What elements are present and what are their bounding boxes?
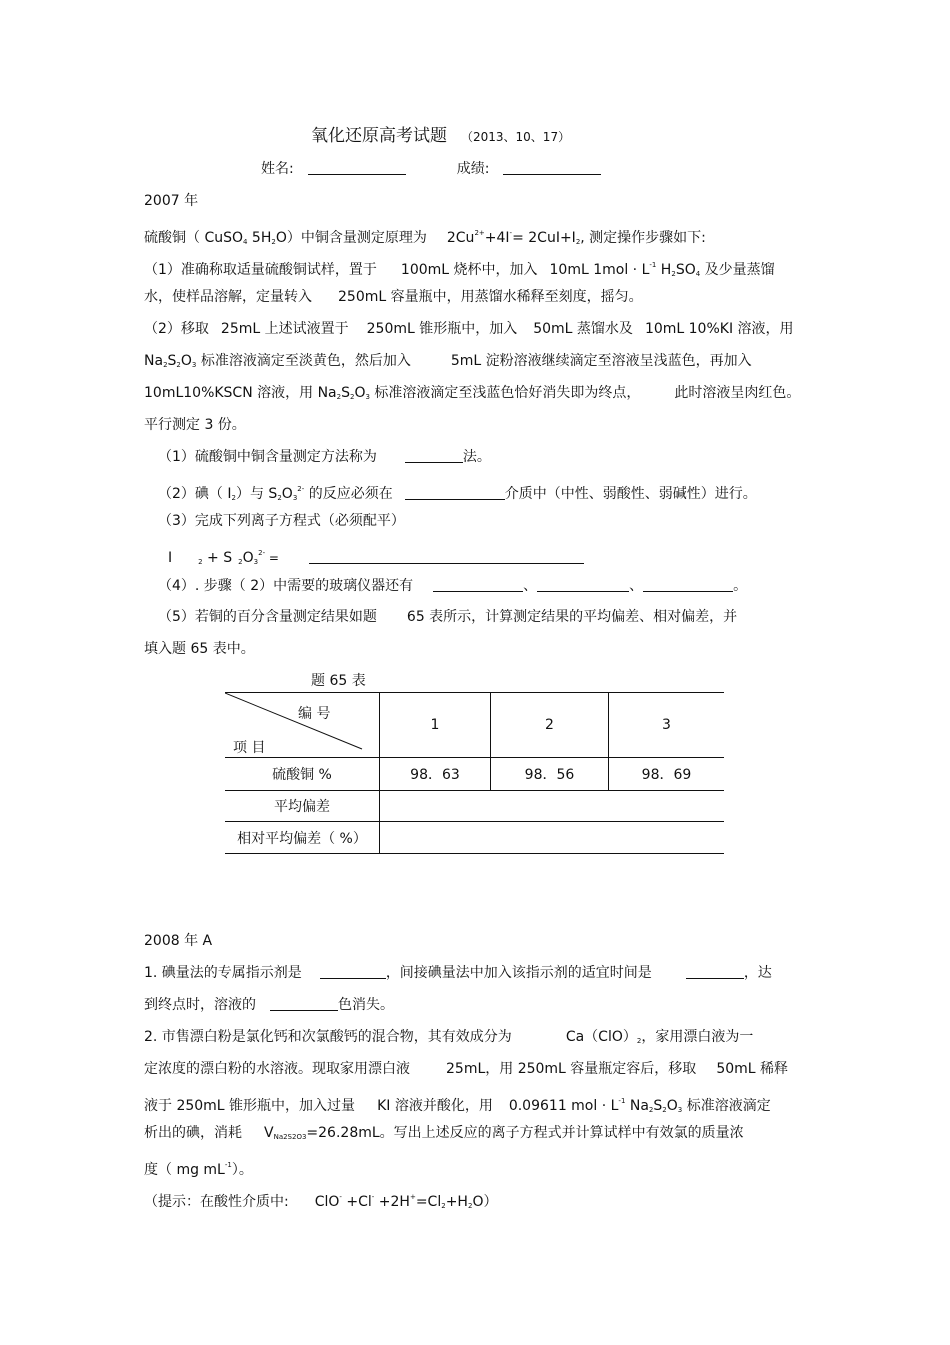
sup: -1 [224, 1161, 232, 1169]
text: 色消失。 [338, 997, 394, 1013]
text: 标准溶液滴定至淡黄色，然后加入 [196, 353, 411, 369]
sup: - [509, 229, 513, 237]
sub: 2 [176, 361, 181, 369]
column-header-2: 2 [491, 693, 609, 758]
sub: 3 [292, 494, 298, 502]
problem-2-line5 [144, 1156, 253, 1179]
text: ，家用漂白液为一 [641, 1029, 754, 1045]
page-title [311, 127, 570, 146]
text: S [167, 353, 177, 369]
question-4 [158, 577, 747, 595]
text: （4）. 步骤（ 2）中需要的玻璃仪器还有 [158, 578, 414, 594]
text: 25mL，用 250mL 容量瓶定容后，移取 [446, 1061, 697, 1077]
text: + S [202, 550, 233, 566]
text: （2）移取 [144, 321, 209, 337]
text: S [653, 1098, 663, 1114]
text: O [281, 486, 293, 502]
header-number-label: 编 号 [298, 706, 331, 722]
sup: + [409, 1193, 416, 1201]
sub: 2 [238, 558, 243, 566]
sub: 2 [467, 1202, 473, 1210]
intro-text-d: 2Cu [446, 230, 475, 246]
text: 65 表所示，计算测定结果的平均偏差、相对偏差，并 [406, 609, 738, 625]
text: ，达 [743, 965, 772, 981]
text: 定浓度的漂白粉的水溶液。现取家用漂白液 [144, 1061, 410, 1077]
text: 2. 市售漂白粉是氯化钙和次氯酸钙的混合物，其有效成分为 [144, 1029, 512, 1045]
sup: 2- [297, 485, 305, 493]
text: 液于 250mL 锥形瓶中，加入过量 [144, 1098, 356, 1114]
name-blank[interactable] [308, 160, 406, 175]
text: ClO [314, 1194, 340, 1210]
text: 法。 [462, 449, 491, 465]
text: O） [472, 1194, 498, 1210]
intro-text-e: +4I [484, 230, 510, 246]
text: O [180, 353, 192, 369]
table-cell: 98．56 [491, 758, 609, 791]
sub: 2 [277, 494, 282, 502]
sub: 2 [198, 558, 203, 566]
text: （1）硫酸铜中铜含量测定方法称为 [158, 449, 377, 465]
header-item-label: 项 目 [233, 740, 266, 756]
text: I [168, 550, 173, 566]
text: 的反应必须在 [304, 486, 393, 502]
sub: 2 [271, 238, 276, 246]
step1-line1 [144, 256, 775, 283]
text: 介质中（中性、弱酸性、弱碱性）进行。 [504, 486, 757, 502]
intro-text-g: , 测定操作步骤如下: [580, 230, 706, 246]
text: KI 溶液并酸化，用 [377, 1098, 493, 1114]
problem-2-line4 [144, 1124, 744, 1146]
title-text: 氧化还原高考试题 [311, 126, 447, 146]
sub: 3 [365, 393, 370, 401]
results-table [225, 692, 724, 854]
table-row [225, 791, 724, 822]
intro-text-a: 硫酸铜（ CuSO [144, 230, 244, 246]
equation-blank[interactable] [309, 549, 584, 564]
score-blank[interactable] [503, 160, 601, 175]
answer-blank[interactable] [270, 996, 338, 1011]
question-3: （3）完成下列离子方程式（必须配平） [158, 513, 405, 529]
text: 水，使样品溶解，定量转入 [144, 289, 312, 305]
table-row [225, 822, 724, 854]
sup: - [339, 1193, 342, 1201]
text: 。 [733, 578, 748, 594]
answer-blank[interactable] [433, 577, 523, 592]
problem-1-line1 [144, 964, 772, 982]
table-cell: 98．63 [380, 758, 491, 791]
text: O [354, 385, 366, 401]
sub: 4 [243, 238, 248, 246]
sub: 4 [695, 270, 701, 278]
text: S [341, 385, 350, 401]
text: ）与 S [235, 486, 278, 502]
text: （提示：在酸性介质中: [144, 1194, 289, 1210]
sub: 3 [253, 558, 259, 566]
table-row [225, 758, 724, 791]
text: 、 [523, 578, 538, 594]
row-label: 相对平均偏差（ %） [225, 822, 380, 854]
text: = [265, 551, 279, 565]
text: 250mL 锥形瓶中，加入 [366, 321, 518, 337]
text: +Cl [341, 1194, 372, 1210]
text: =26.28mL。写出上述反应的离子方程式并计算试样中有效氯的质量浓 [306, 1125, 744, 1141]
table-header-row [225, 693, 724, 758]
text: 10mL10%KSCN 溶液，用 Na [144, 385, 337, 401]
text: 250mL 容量瓶中，用蒸馏水稀释至刻度，摇匀。 [338, 289, 643, 305]
text: 、 [629, 578, 644, 594]
text: 10mL 10%KI 溶液，用 [644, 321, 794, 337]
text: H [656, 262, 672, 278]
sub: 2 [231, 494, 236, 502]
sub: 2 [350, 393, 355, 401]
question-1 [158, 448, 491, 466]
answer-blank[interactable] [537, 577, 629, 592]
sub: 2 [575, 238, 581, 246]
answer-blank[interactable] [686, 964, 744, 979]
answer-cell[interactable] [380, 822, 725, 854]
answer-blank[interactable] [643, 577, 733, 592]
text: （1）准确称取适量硫酸铜试样，置于 [144, 262, 377, 278]
text: ）。 [231, 1162, 253, 1178]
sub: 2 [163, 361, 168, 369]
section-year-2007: 2007 年 [144, 193, 199, 209]
name-score-line [261, 160, 601, 178]
question-5 [158, 608, 737, 626]
text: 1. 碘量法的专属指示剂是 [144, 965, 302, 981]
column-header-3: 3 [609, 693, 725, 758]
text: V [264, 1125, 274, 1141]
answer-blank[interactable] [320, 964, 386, 979]
text: 析出的碘，消耗 [144, 1125, 242, 1141]
sup: 2- [258, 549, 266, 557]
sub: 2 [636, 1037, 642, 1045]
answer-blank[interactable] [405, 448, 463, 463]
text: 此时溶液呈肉红色。 [674, 385, 801, 401]
step2-line1 [144, 320, 794, 338]
name-label: 姓名: [261, 161, 294, 177]
text: =Cl [415, 1194, 442, 1210]
sub: 2 [336, 393, 342, 401]
text: O [666, 1098, 678, 1114]
sub: 2 [648, 1106, 654, 1114]
answer-cell[interactable] [380, 791, 725, 822]
text: +2H [374, 1194, 410, 1210]
intro-line [144, 224, 706, 251]
text: 标准溶液滴定至浅蓝色恰好消失即为终点， [369, 385, 641, 401]
sup: -1 [649, 261, 657, 269]
row-label: 平均偏差 [225, 791, 380, 822]
text: 标准溶液滴定 [682, 1098, 771, 1114]
table-cell: 98．69 [609, 758, 725, 791]
answer-blank[interactable] [405, 485, 505, 500]
diagonal-header-cell [225, 693, 380, 758]
text: +H [445, 1194, 468, 1210]
column-header-1: 1 [380, 693, 491, 758]
sub: 3 [191, 361, 197, 369]
text: 50mL 蒸馏水及 [533, 321, 633, 337]
sub: Na2S2O3 [273, 1133, 307, 1141]
section-year-2008: 2008 年 A [144, 933, 213, 949]
hint-line [144, 1188, 497, 1215]
text: （2）碘（ I [158, 486, 232, 502]
sup: - [371, 1193, 375, 1201]
table-caption: 题 65 表 [311, 673, 366, 689]
sup: 2+ [474, 229, 485, 237]
step2-line4: 平行测定 3 份。 [144, 417, 246, 433]
sub: 2 [671, 270, 676, 278]
text: ，间接碘量法中加入该指示剂的适宜时间是 [385, 965, 652, 981]
text: 25mL 上述试液置于 [220, 321, 349, 337]
sup: -1 [618, 1097, 626, 1105]
row-label: 硫酸铜 % [225, 758, 380, 791]
text: O [242, 550, 254, 566]
question-3-equation [168, 544, 584, 571]
text: 5mL 淀粉溶液继续滴定至溶液呈浅蓝色，再加入 [450, 353, 752, 369]
problem-2-line1 [144, 1028, 753, 1050]
text: 0.09611 mol · L [508, 1098, 619, 1114]
step1-line2 [144, 288, 643, 306]
step2-line3 [144, 384, 800, 406]
text: Ca（ClO） [565, 1029, 637, 1045]
step2-line2 [144, 352, 752, 374]
score-label: 成绩: [456, 161, 490, 177]
text: 10mL 1mol · L [549, 262, 650, 278]
text: SO [675, 262, 696, 278]
problem-2-line3 [144, 1092, 771, 1119]
text: 度（ mg mL [144, 1162, 225, 1178]
problem-2-line2 [144, 1060, 788, 1078]
intro-text-c: O）中铜含量测定原理为 [275, 230, 427, 246]
text: （5）若铜的百分含量测定结果如题 [158, 609, 377, 625]
sub: 2 [441, 1202, 446, 1210]
text: 到终点时，溶液的 [144, 997, 256, 1013]
text: Na [144, 353, 164, 369]
sub: 2 [662, 1106, 667, 1114]
question-2 [158, 480, 757, 507]
text: 及少量蒸馏 [700, 262, 775, 278]
text: 50mL 稀释 [716, 1061, 789, 1077]
problem-1-line2 [144, 996, 394, 1014]
title-date: （2013、10、17） [461, 130, 571, 144]
question-5-line2: 填入题 65 表中。 [144, 641, 255, 657]
text: 100mL 烧杯中，加入 [400, 262, 538, 278]
text: Na [625, 1098, 649, 1114]
intro-text-b: 5H [247, 230, 272, 246]
sub: 3 [677, 1106, 683, 1114]
intro-text-f: = 2CuI+I [512, 230, 576, 246]
